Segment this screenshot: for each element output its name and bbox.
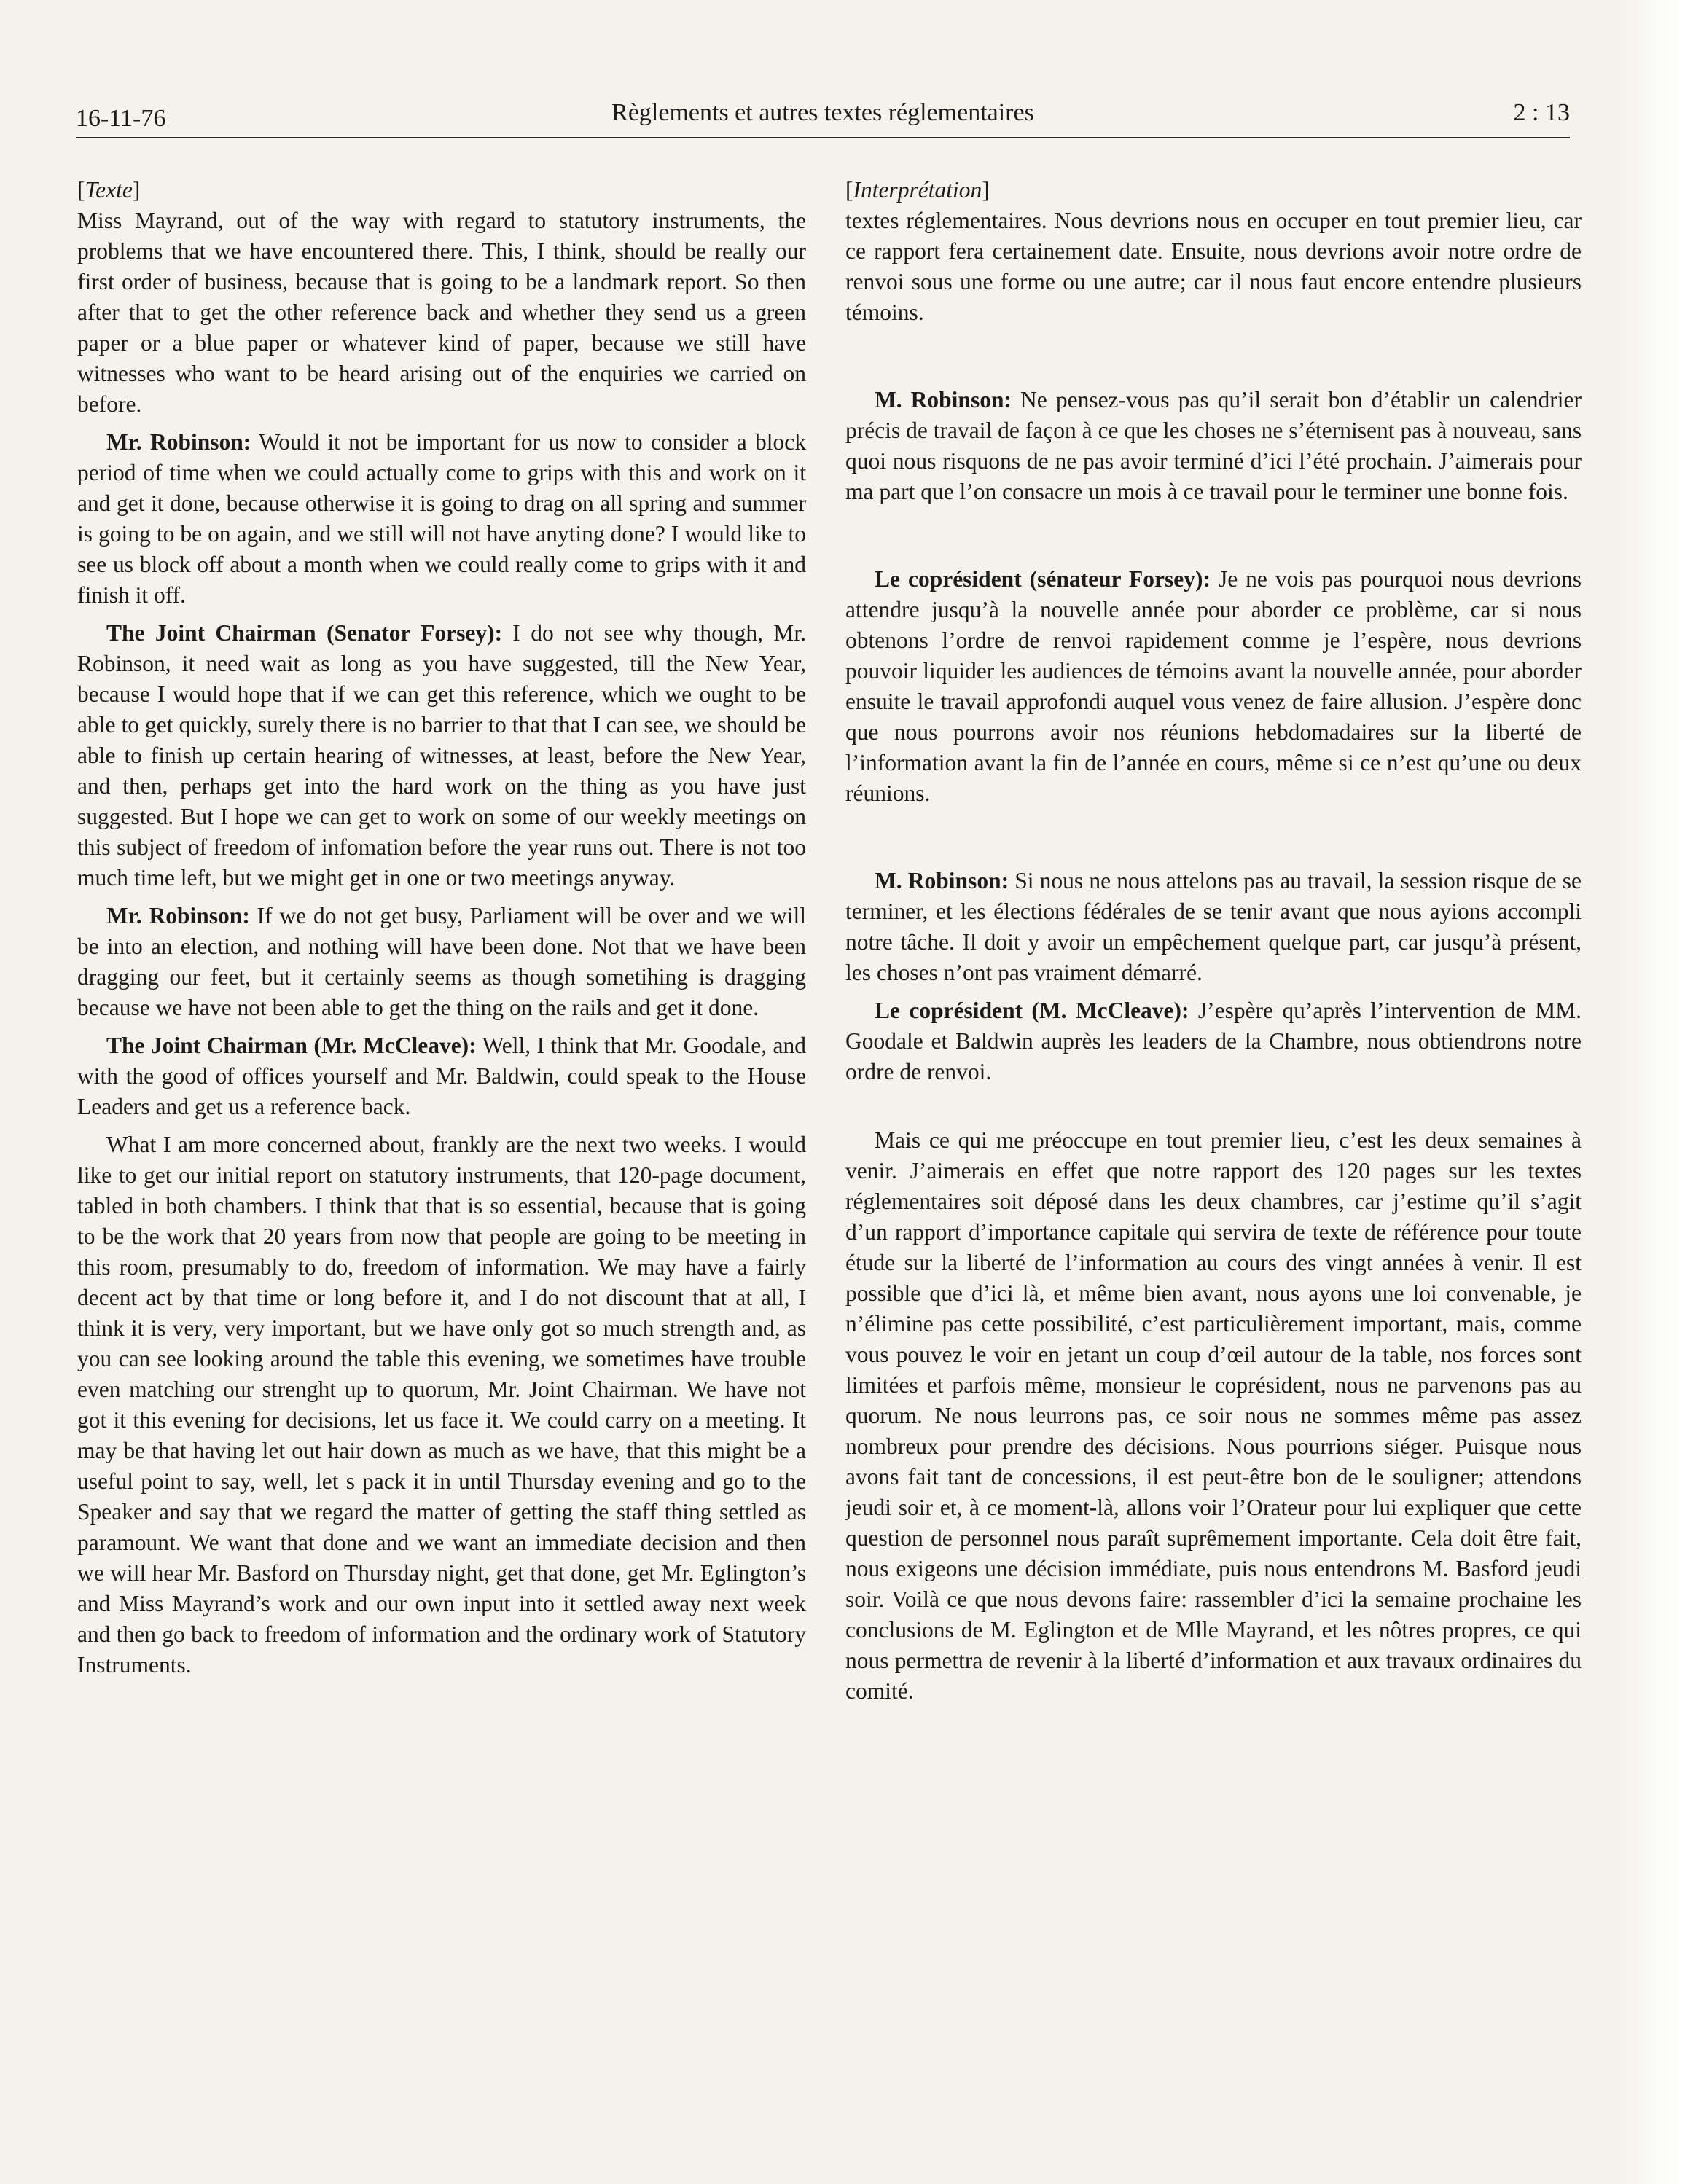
paragraph: Mr. Robinson: If we do not get busy, Parliament will be over and we will be into an election, and nothing will have been done. Not that we have been dragging our feet, but it certainly seems as though sometihing is dragging because we have not been able to get the thing on the rails and get it done. [77,903,806,1020]
speaker-name: The Joint Chairman (Senator Forsey): [106,620,503,646]
paragraph: The Joint Chairman (Senator Forsey): I do not see why though, Mr. Robinson, it need wait as long as you have suggested, till the New Year, because I would hope that if we can get this reference, which we ought to be able to get quickly, surely there is no barrier to that that I can see, we should be able to finish up certain hearing of witnesses, at least, before the New Year, and then, perhaps get into the hard work on the thing as you have just suggested. But I hope we can get to work on some of our weekly meetings on this subject of freedom of infomation before the year runs out. There is not too much time left, but we might get in one or two meetings anyway. [77,620,806,891]
page-edge [1619,0,1685,2184]
english-column [77,175,806,1680]
paragraph: Mr. Robinson: Would it not be important for us now to consider a block period of time when we could actually come to grips with this and work on it and get it done, because otherwise it is going to drag on all spring and summer is going to be on again, and we still will not have anyting done? I would like to see us block off about a month when we could really come to grips with it and finish it off. [77,429,806,608]
paragraph: Le coprésident (M. McCleave): J’espère qu’après l’intervention de MM. Goodale et Baldwin auprès les leaders de la Chambre, nous obtiendrons notre ordre de renvoi. [845,998,1582,1084]
header-page-number: 2 : 13 [1513,99,1570,126]
paragraph: Miss Mayrand, out of the way with regard to statutory instruments, the problems that we have encountered there. This, I think, should be really our first order of business, because that is going to be a landmark report. So then after that to get the other reference back and whether they send us a green paper or a blue paper or whatever kind of paper, because we still have witnesses who want to be heard arising out of the enquiries we carried on before. [77,208,806,417]
language-label-english: [Texte] [77,177,141,203]
speaker-name: Le coprésident (sénateur Forsey): [875,566,1211,592]
paragraph: Mais ce qui me préoccupe en tout premier lieu, c’est les deux semaines à venir. J’aimerais en effet que notre rapport des 120 pages sur les textes réglementaires soit déposé dans les deux chambres, car j’estime qu’il s’agit d’un rapport d’importance capitale qui servira de texte de référence pour toute étude sur la liberté de l’information au cours des vingt années à venir. Il est possible que d’ici là, et même bien avant, nous ayons une loi convenable, je n’élimine pas cette possibilité, c’est particulièrement important, mais, comme vous pouvez le voir en jetant un coup d’œil autour de la table, nos forces sont limitées et parfois même, monsieur le coprésident, nous ne parvenons pas au quorum. Ne nous leurrons pas, ce soir nous ne sommes même pas assez nombreux pour prendre des décisions. Nous pourrions siéger. Puisque nous avons fait tant de concessions, il est peut-être bon de le souligner; attendons jeudi soir et, à ce moment-là, allons voir l’Orateur pour lui expliquer que cette question de personnel nous paraît suprêmement importante. Cela doit être fait, nous exigeons une décision immédiate, puis nous entendrons M. Basford jeudi soir. Voilà ce que nous devons faire: rassembler d’ici la semaine prochaine les conclusions de M. Eglington et de Mlle Mayrand, et les nôtres propres, ce qui nous permettra de revenir à la liberté d’information et aux travaux ordinaires du comité. [845,1127,1582,1704]
language-label-french: [Interprétation] [845,177,990,203]
header-date: 16-11-76 [76,105,166,132]
paragraph: M. Robinson: Si nous ne nous attelons pas au travail, la session risque de se terminer, et les élections fédérales de se tenir avant que nous ayions accompli notre tâche. Il doit y avoir un empêchement quelque part, car jusqu’à présent, les choses n’ont pas vraiment démarré. [845,868,1582,985]
speaker-name: Le coprésident (M. McCleave): [875,998,1189,1023]
speaker-name: M. Robinson: [875,387,1012,412]
paragraph: The Joint Chairman (Mr. McCleave): Well, I think that Mr. Goodale, and with the good of offices yourself and Mr. Baldwin, could speak to the House Leaders and get us a reference back. [77,1033,807,1119]
paragraph: textes réglementaires. Nous devrions nous en occuper en tout premier lieu, car ce rapport fera certainement date. Ensuite, nous devrions avoir notre ordre de renvoi sous une forme ou une autre; car il nous faut encore entendre plusieurs témoins. [845,208,1582,325]
header-title: Règlements et autres textes réglementaires [611,99,1034,126]
speaker-name: Mr. Robinson: [106,429,251,455]
paragraph: M. Robinson: Ne pensez-vous pas qu’il serait bon d’établir un calendrier précis de travail de façon à ce que les choses ne s’éternisent pas à nouveau, sans quoi nous risquons de ne pas avoir terminé d’ici l’été prochain. J’aimerais pour ma part que l’on consacre un mois à ce travail pour le terminer une bonne fois. [845,387,1582,504]
paragraph: Le coprésident (sénateur Forsey): Je ne vois pas pourquoi nous devrions attendre jusqu’à la nouvelle année pour aborder ce problème, car si nous obtenons l’ordre de renvoi rapidement comme je l’espère, nous devrions pouvoir liquider les audiences de témoins avant la nouvelle année, pour aborder ensuite le travail approfondi auquel vous venez de faire allusion. J’espère donc que nous pourrons avoir nos réunions hebdomadaires sur la liberté de l’information avant la fin de l’année en cours, même si ce n’est qu’une ou deux réunions. [845,566,1582,806]
speaker-name: The Joint Chairman (Mr. McCleave): [106,1033,477,1058]
speaker-name: M. Robinson: [875,868,1009,893]
page-header [76,99,1570,138]
french-column [845,175,1582,1707]
paragraph: What I am more concerned about, frankly are the next two weeks. I would like to get our initial report on statutory instruments, that 120-page document, tabled in both chambers. I think that that is so essential, because that is going to be the work that 20 years from now that people are going to be meeting in this room, presumably to do, freedom of information. We may have a fairly decent act by that time or long before it, and I do not discount that at all, I think it is very, very important, but we have only got so much strength and, as you can see looking around the table this evening, we sometimes have trouble even matching our strenght up to quorum, Mr. Joint Chairman. We have not got it this evening for decisions, let us face it. We could carry on a meeting. It may be that having let out hair down as much as we have, that this might be a useful point to say, well, let s pack it in until Thursday evening and go to the Speaker and say that we regard the matter of getting the staff thing settled as paramount. We want that done and we want an immediate decision and then we will hear Mr. Basford on Thursday night, get that done, get Mr. Eglington’s and Miss Mayrand’s work and our own input into it settled away next week and then go back to freedom of information and the ordinary work of Statutory Instruments. [77,1132,806,1678]
speaker-name: Mr. Robinson: [106,903,250,928]
